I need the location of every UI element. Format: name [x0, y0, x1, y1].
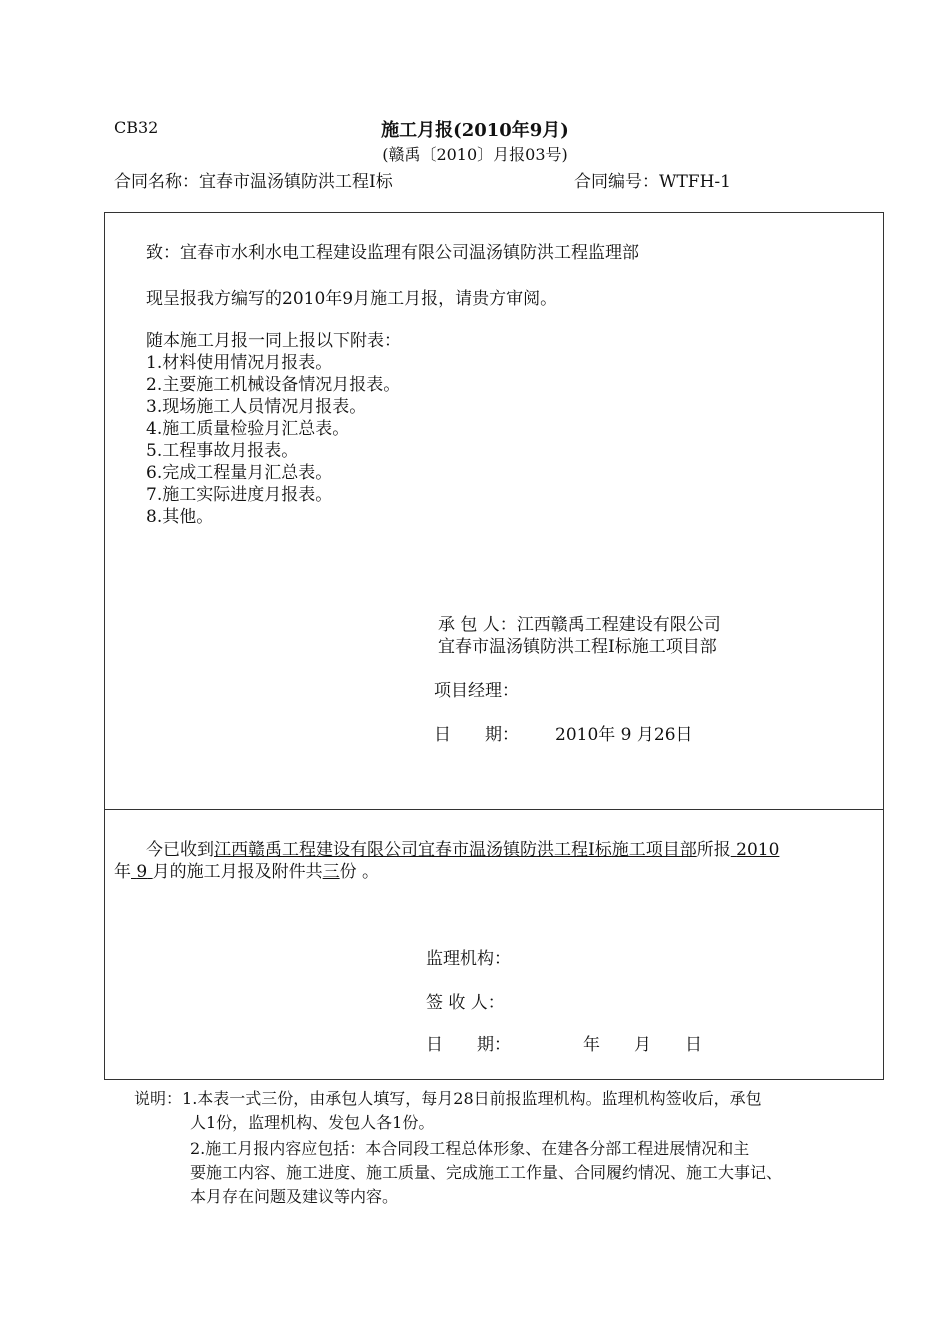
receipt-month: 9 — [136, 862, 148, 882]
notes-item-2c: 本月存在问题及建议等内容。 — [190, 1187, 399, 1206]
notes-text: 1.本表一式三份，由承包人填写，每月28日前报监理机构。监理机构签收后，承包 — [182, 1089, 762, 1108]
signer-label: 签 收 人： — [426, 993, 505, 1013]
contractor-name: 江西赣禹工程建设有限公司 — [516, 615, 721, 635]
attachment-item: 1.材料使用情况月报表。 — [146, 353, 333, 373]
notes-item-2a: 2.施工月报内容应包括：本合同段工程总体形象、在建各分部工程进展情况和主 — [190, 1139, 750, 1158]
attachment-item: 2.主要施工机械设备情况月报表。 — [146, 375, 401, 395]
form-code: CB32 — [114, 118, 159, 137]
attachment-item: 8.其他。 — [146, 507, 214, 527]
date-value: 2010年 9 月26日 — [555, 725, 693, 745]
receipt-prefix: 今已收到 — [146, 840, 214, 860]
section-divider — [104, 809, 884, 810]
attachment-item: 5.工程事故月报表。 — [146, 441, 299, 461]
receipt-mid: 所报 — [696, 840, 731, 860]
attachment-item: 7.施工实际进度月报表。 — [146, 485, 333, 505]
contract-number-value: WTFH-1 — [659, 172, 731, 192]
attachment-item: 4.施工质量检验月汇总表。 — [146, 419, 350, 439]
supervision-org-label: 监理机构： — [426, 949, 511, 969]
receipt-party: 江西赣禹工程建设有限公司宜春市温汤镇防洪工程Ⅰ标施工项目部 — [214, 840, 697, 860]
submission-line: 现呈报我方编写的2010年9月施工月报，请贵方审阅。 — [146, 289, 558, 309]
receipt-year-unit: 年 — [114, 862, 131, 882]
contractor-label: 承 包 人： — [438, 615, 517, 635]
contract-number-label: 合同编号： — [574, 172, 659, 192]
attachment-item: 6.完成工程量月汇总表。 — [146, 463, 333, 483]
project-manager-label: 项目经理： — [434, 681, 519, 701]
receipt-date-placeholder: 年 月 日 — [583, 1035, 702, 1055]
attachments-intro: 随本施工月报一同上报以下附表： — [146, 331, 401, 351]
attachment-item: 3.现场施工人员情况月报表。 — [146, 397, 367, 417]
contract-name — [114, 167, 393, 192]
receipt-copies-unit: 份 。 — [339, 862, 380, 882]
contract-name-value: 宜春市温汤镇防洪工程Ⅰ标 — [199, 172, 393, 192]
receipt-line-2 — [114, 857, 379, 882]
receipt-date-label: 日 期： — [426, 1035, 511, 1055]
contract-name-label: 合同名称： — [114, 172, 199, 192]
notes-prefix: 说明： — [134, 1089, 183, 1108]
contractor-department: 宜春市温汤镇防洪工程Ⅰ标施工项目部 — [438, 637, 717, 657]
addressee-line: 致：宜春市水利水电工程建设监理有限公司温汤镇防洪工程监理部 — [146, 243, 639, 263]
page-title: 施工月报(2010年9月) — [381, 120, 569, 141]
notes-item-2b: 要施工内容、施工进度、施工质量、完成施工工作量、合同履约情况、施工大事记、 — [190, 1163, 783, 1182]
receipt-year: 2010 — [736, 840, 780, 860]
date-label: 日 期： — [434, 725, 519, 745]
notes-item-1a — [134, 1086, 762, 1109]
receipt-date — [426, 1030, 702, 1055]
receipt-copies: 三 — [322, 862, 340, 882]
receipt-month-rest: 月的施工月报及附件共 — [152, 862, 323, 882]
report-number: (赣禹〔2010〕月报03号) — [382, 145, 568, 164]
submission-date — [434, 720, 693, 745]
contract-number — [574, 167, 731, 192]
notes-item-1b: 人1份，监理机构、发包人各1份。 — [190, 1113, 435, 1132]
